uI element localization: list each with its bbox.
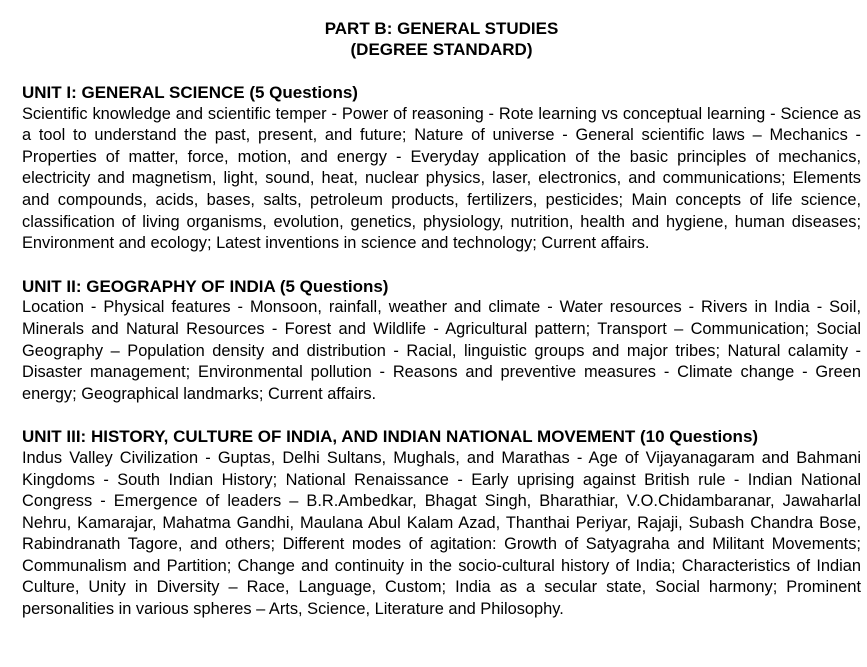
document-subtitle: (DEGREE STANDARD) [350, 40, 533, 59]
unit-section-geography [22, 276, 861, 406]
syllabus-document [22, 18, 861, 642]
document-heading [22, 18, 861, 60]
unit-section-general-science [22, 82, 861, 255]
document-title: PART B: GENERAL STUDIES [324, 19, 559, 38]
unit-section-history [22, 426, 861, 620]
unit-body: Scientific knowledge and scientific temper - Power of reasoning - Rote learning vs conceptual learning - Science as a tool to understand the past, present, and future; Nature of universe - General scientific laws – Mechanics - Properties of matter, force, motion, and energy - Everyday application of the basic principles of mechanics, electricity and magnetism, light, sound, heat, nuclear physics, laser, electronics, and communications; Elements and compounds, acids, bases, salts, petroleum products, fertilizers, pesticides; Main concepts of life science, classification of living organisms, evolution, genetics, physiology, nutrition, health and hygiene, human diseases; Environment and ecology; Latest inventions in science and technology; Current affairs. [22, 104, 861, 253]
unit-body: Location - Physical features - Monsoon, rainfall, weather and climate - Water resources - Rivers in India - Soil, Minerals and Natural Resources - Forest and Wildlife - Agricultural pattern; Transport – Communication; Social Geography – Population density and distribution - Racial, linguistic groups and major tribes; Natural calamity - Disaster management; Environmental pollution - Reasons and preventive measures - Climate change - Green energy; Geographical landmarks; Current affairs. [22, 298, 861, 403]
unit-body: Indus Valley Civilization - Guptas, Delhi Sultans, Mughals, and Marathas - Age of Vijayanagaram and Bahmani Kingdoms - South Indian History; National Renaissance - Early uprising against British rule - Indian National Congress - Emergence of leaders – B.R.Ambedkar, Bhagat Singh, Bharathiar, V.O.Chidambaranar, Jawaharlal Nehru, Kamarajar, Mahatma Gandhi, Maulana Abul Kalam Azad, Thanthai Periyar, Rajaji, Subash Chandra Bose, Rabindranath Tagore, and others; Different modes of agitation: Growth of Satyagraha and Militant Movements; Communalism and Partition; Change and continuity in the socio-cultural history of India; Characteristics of Indian Culture, Unity in Diversity – Race, Language, Custom; India as a secular state, Social harmony; Prominent personalities in various spheres – Arts, Science, Literature and Philosophy. [22, 448, 861, 619]
unit-title: UNIT I: GENERAL SCIENCE (5 Questions) [22, 83, 358, 102]
unit-title: UNIT III: HISTORY, CULTURE OF INDIA, AND INDIAN NATIONAL MOVEMENT (10 Questions) [22, 427, 759, 447]
unit-title: UNIT II: GEOGRAPHY OF INDIA (5 Questions) [22, 276, 389, 296]
